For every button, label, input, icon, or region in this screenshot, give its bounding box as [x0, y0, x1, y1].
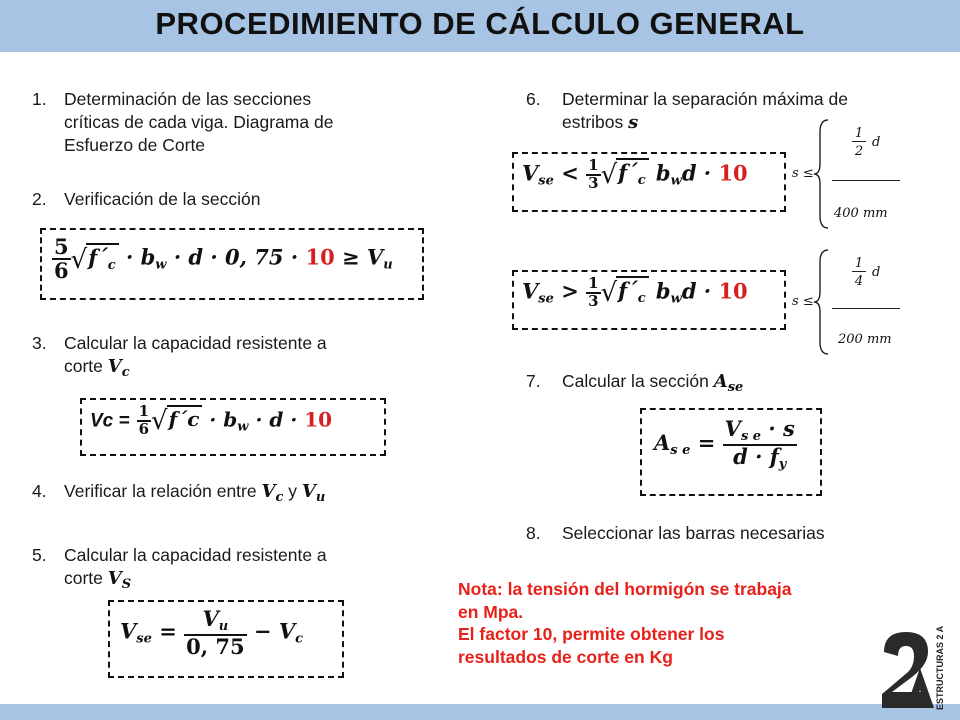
- factor-ten: 10: [718, 160, 748, 186]
- step-number: 2.: [32, 189, 47, 209]
- brace-icon: [812, 118, 832, 230]
- note-line: en Mpa.: [458, 601, 524, 622]
- step-text-line: Calcular la sección $A_{se}$: [562, 371, 744, 395]
- step-4: [32, 480, 432, 506]
- piecewise-max-spacing-1: s ≤ 1 2 d 400 mm: [790, 118, 910, 230]
- step-7: [526, 370, 926, 396]
- step-number: 6.: [526, 89, 541, 109]
- step-3: [32, 332, 432, 380]
- step-number: 5.: [32, 545, 47, 565]
- estructuras-2a-logo: [878, 625, 948, 712]
- note-line: El factor 10, permite obtener los: [458, 624, 725, 644]
- step-1: [32, 88, 432, 158]
- step-text-line: Verificación de la sección: [64, 189, 261, 209]
- factor-ten: 10: [304, 407, 333, 432]
- formula-vse-less: $V_{se}$ < $\frac{1}{3}$ $√f´_c$ $b_wd \cdot 10$: [512, 152, 786, 212]
- step-text-line: Verificar la relación entre $V_c$ y $V_u$: [64, 481, 326, 505]
- step-number: 7.: [526, 371, 541, 391]
- step-number: 4.: [32, 481, 47, 501]
- factor-ten: 10: [718, 278, 748, 304]
- step-text-line: Determinar la separación máxima de: [562, 89, 848, 109]
- formula-vse: $V_{se}$ = $\frac{V_u}{0, 75}$ − $V_c$: [108, 600, 344, 678]
- slide-title: PROCEDIMIENTO DE CÁLCULO GENERAL: [155, 6, 805, 41]
- step-8: [526, 522, 926, 546]
- note-block: [458, 578, 878, 674]
- bottom-bar: [0, 704, 960, 720]
- step-5: [32, 544, 432, 592]
- step-number: 8.: [526, 523, 541, 543]
- step-text-line: Esfuerzo de Corte: [64, 135, 206, 155]
- step-text-line: estribos s: [562, 112, 639, 133]
- formula-vse-greater: $V_{se}$ > $\frac{1}{3}$ $√f´_c$ $b_wd \cdot 10$: [512, 270, 786, 330]
- formula-vc: Vc = $\frac{1}{6}$ √f´c · $b_w \cdot d \cdot 10$: [80, 398, 386, 456]
- note-line: Nota: la tensión del hormigón se trabaja: [458, 579, 792, 599]
- step-text-line: Calcular la capacidad resistente a: [64, 545, 327, 565]
- factor-ten: 10: [305, 244, 335, 270]
- brace-icon: [812, 248, 832, 356]
- note-line: resultados de corte en Kg: [458, 646, 673, 667]
- logo-mark-icon: [878, 628, 934, 712]
- step-text-line: Seleccionar las barras necesarias: [562, 523, 825, 543]
- logo-text: ESTRUCTURAS 2 A: [935, 625, 945, 710]
- piecewise-max-spacing-2: s ≤ 1 4 d 200 mm: [790, 248, 910, 356]
- step-text-line: Calcular la capacidad resistente a: [64, 333, 327, 353]
- step-number: 3.: [32, 333, 47, 353]
- step-text-line: críticas de cada viga. Diagrama de: [64, 112, 334, 132]
- step-2: [32, 188, 432, 212]
- step-text-line: corte $V_c$: [64, 356, 130, 380]
- formula-ase: $A_{s e}$ = $\frac{V_{s e} \cdot s}{d \cdot f_y}$: [640, 408, 822, 496]
- step-number: 1.: [32, 89, 47, 109]
- formula-section-check: $\frac{5}{6}$ $√f´_c \cdot b_w \cdot d \cdot 0$, $75 \cdot 10 \ge V_u$: [40, 228, 424, 300]
- step-text-line: Determinación de las secciones: [64, 89, 312, 109]
- step-text-line: corte $V_S$: [64, 568, 132, 592]
